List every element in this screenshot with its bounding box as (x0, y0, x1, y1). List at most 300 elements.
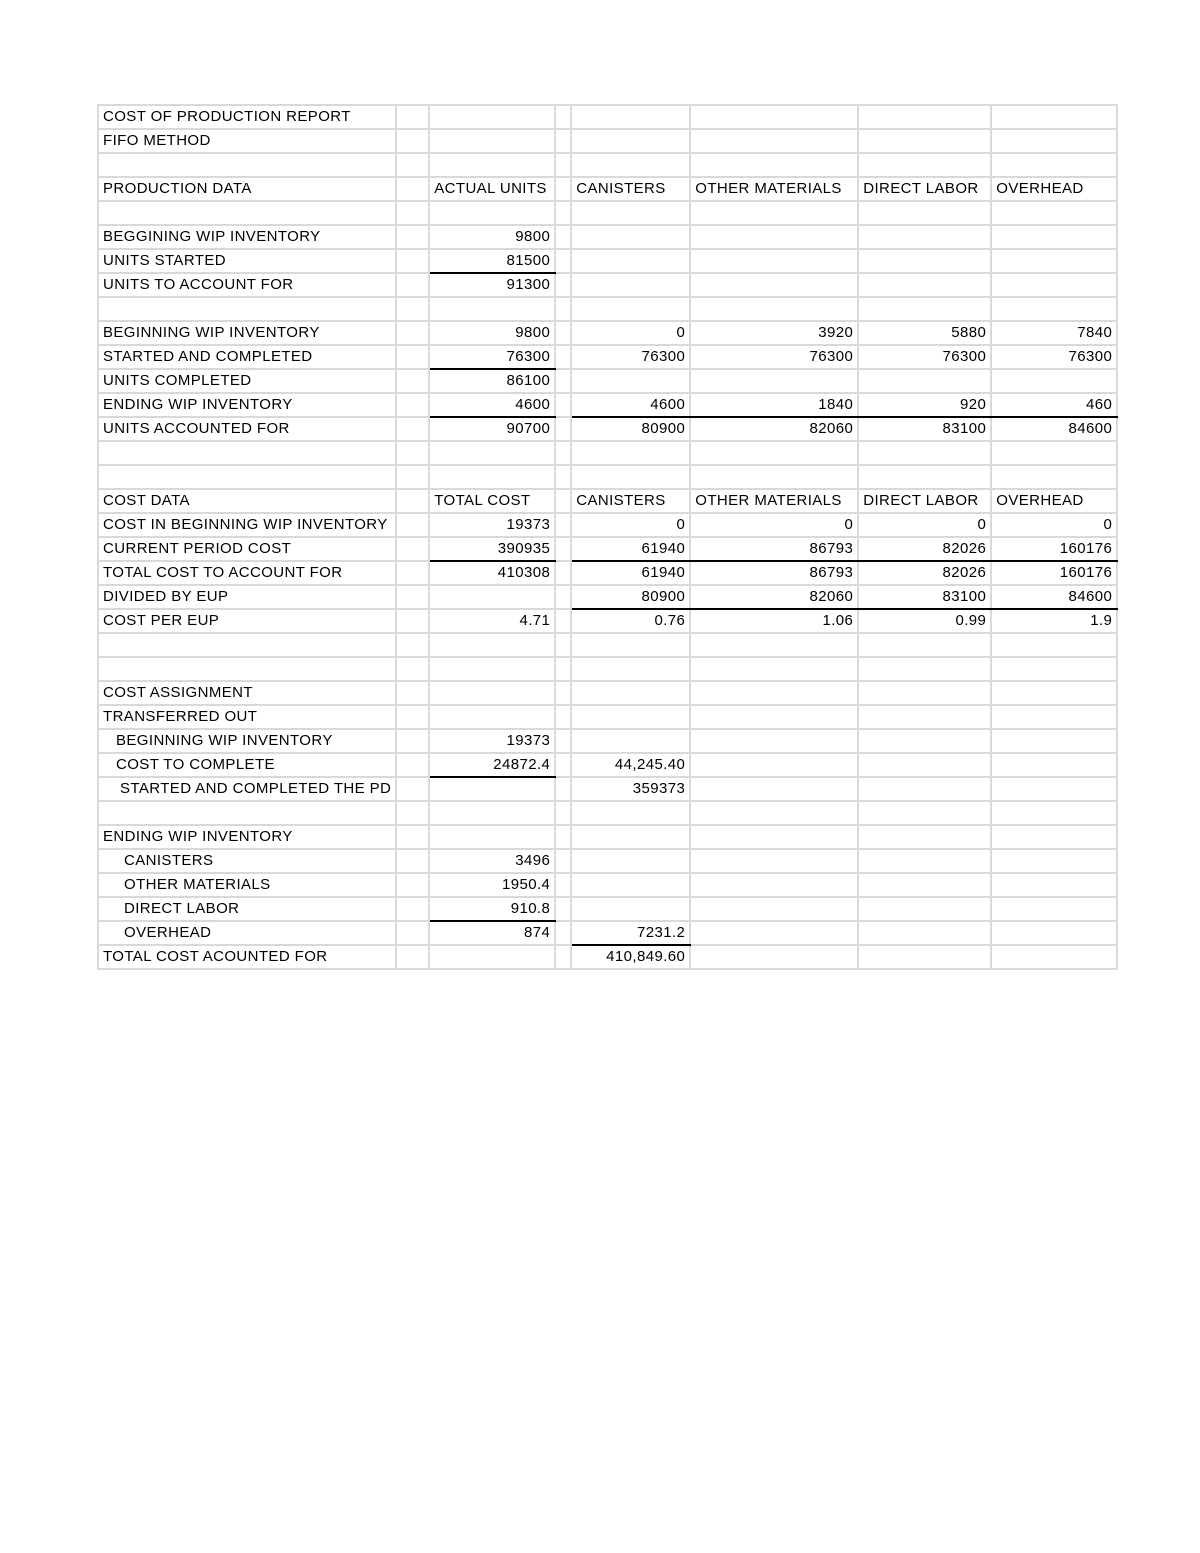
sheet-cell (429, 825, 555, 849)
sheet-cell: 910.8 (429, 897, 555, 921)
sheet-cell (858, 873, 991, 897)
sheet-row (98, 153, 1117, 177)
sheet-cell (396, 297, 429, 321)
sheet-cell (991, 897, 1117, 921)
sheet-cell: CANISTERS (571, 489, 690, 513)
sheet-cell (991, 105, 1117, 129)
sheet-cell (429, 297, 555, 321)
sheet-cell (396, 753, 429, 777)
sheet-cell (98, 441, 396, 465)
sheet-cell (690, 753, 858, 777)
sheet-cell (991, 777, 1117, 801)
sheet-row (98, 537, 1117, 561)
sheet-cell (991, 249, 1117, 273)
sheet-cell (858, 465, 991, 489)
sheet-cell (571, 705, 690, 729)
sheet-cell (858, 633, 991, 657)
sheet-row (98, 705, 1117, 729)
sheet-row (98, 825, 1117, 849)
sheet-row (98, 345, 1117, 369)
sheet-cell (858, 729, 991, 753)
sheet-cell (571, 129, 690, 153)
sheet-cell (858, 753, 991, 777)
sheet-row (98, 273, 1117, 297)
sheet-cell: ENDING WIP INVENTORY (98, 393, 396, 417)
sheet-cell (98, 657, 396, 681)
sheet-cell (571, 825, 690, 849)
sheet-cell: TOTAL COST (429, 489, 555, 513)
sheet-cell (555, 177, 571, 201)
sheet-cell: UNITS STARTED (98, 249, 396, 273)
sheet-cell: COST ASSIGNMENT (98, 681, 396, 705)
sheet-cell (991, 273, 1117, 297)
sheet-cell (555, 321, 571, 345)
sheet-cell (429, 153, 555, 177)
sheet-cell (429, 585, 555, 609)
sheet-cell: 460 (991, 393, 1117, 417)
sheet-cell (571, 681, 690, 705)
sheet-cell (571, 105, 690, 129)
sheet-cell (571, 249, 690, 273)
sheet-cell: 1.9 (991, 609, 1117, 633)
sheet-cell (555, 753, 571, 777)
sheet-row (98, 921, 1117, 945)
sheet-cell: 91300 (429, 273, 555, 297)
sheet-row (98, 393, 1117, 417)
sheet-cell (858, 825, 991, 849)
sheet-cell (571, 225, 690, 249)
sheet-cell (555, 777, 571, 801)
sheet-cell (571, 273, 690, 297)
sheet-cell: 76300 (429, 345, 555, 369)
sheet-cell (396, 609, 429, 633)
sheet-cell: STARTED AND COMPLETED THE PD (98, 777, 396, 801)
sheet-cell: 0 (571, 321, 690, 345)
sheet-cell (555, 441, 571, 465)
sheet-cell (858, 705, 991, 729)
sheet-row (98, 801, 1117, 825)
sheet-cell (396, 777, 429, 801)
sheet-cell (571, 849, 690, 873)
sheet-cell (991, 753, 1117, 777)
sheet-cell (396, 105, 429, 129)
sheet-cell (690, 633, 858, 657)
sheet-cell: 86100 (429, 369, 555, 393)
sheet-row (98, 753, 1117, 777)
sheet-row (98, 129, 1117, 153)
sheet-row (98, 249, 1117, 273)
sheet-cell (396, 153, 429, 177)
sheet-cell (429, 777, 555, 801)
sheet-cell: DIRECT LABOR (858, 489, 991, 513)
sheet-cell: 0 (690, 513, 858, 537)
sheet-cell (555, 513, 571, 537)
sheet-cell (858, 777, 991, 801)
sheet-cell (555, 873, 571, 897)
sheet-cell: 0 (991, 513, 1117, 537)
sheet-cell (555, 897, 571, 921)
sheet-cell: 80900 (571, 417, 690, 441)
sheet-cell: 90700 (429, 417, 555, 441)
sheet-cell: BEGINNING WIP INVENTORY (98, 729, 396, 753)
sheet-row (98, 585, 1117, 609)
sheet-row (98, 609, 1117, 633)
sheet-cell (991, 873, 1117, 897)
sheet-row (98, 441, 1117, 465)
sheet-cell (429, 633, 555, 657)
sheet-cell: 82026 (858, 537, 991, 561)
sheet-cell: 84600 (991, 585, 1117, 609)
sheet-cell (991, 801, 1117, 825)
sheet-cell (991, 297, 1117, 321)
sheet-cell (396, 849, 429, 873)
sheet-cell (571, 873, 690, 897)
sheet-cell: 5880 (858, 321, 991, 345)
sheet-cell: DIVIDED BY EUP (98, 585, 396, 609)
sheet-cell: 0 (571, 513, 690, 537)
sheet-cell: 76300 (991, 345, 1117, 369)
sheet-cell: 920 (858, 393, 991, 417)
sheet-cell (396, 921, 429, 945)
sheet-cell: 0 (858, 513, 991, 537)
sheet-cell (429, 945, 555, 969)
sheet-cell (991, 465, 1117, 489)
sheet-cell (858, 297, 991, 321)
sheet-row (98, 897, 1117, 921)
sheet-cell (555, 825, 571, 849)
sheet-cell (396, 489, 429, 513)
sheet-cell: 160176 (991, 537, 1117, 561)
sheet-cell (555, 921, 571, 945)
sheet-cell (555, 537, 571, 561)
sheet-cell: COST OF PRODUCTION REPORT (98, 105, 396, 129)
sheet-cell: 81500 (429, 249, 555, 273)
sheet-cell (690, 297, 858, 321)
sheet-cell: ENDING WIP INVENTORY (98, 825, 396, 849)
sheet-cell: 9800 (429, 225, 555, 249)
sheet-cell: BEGINNING WIP INVENTORY (98, 321, 396, 345)
sheet-cell: TOTAL COST ACOUNTED FOR (98, 945, 396, 969)
sheet-cell (396, 633, 429, 657)
sheet-cell (98, 297, 396, 321)
sheet-cell: 4600 (571, 393, 690, 417)
sheet-cell: 86793 (690, 561, 858, 585)
sheet-cell: 4600 (429, 393, 555, 417)
sheet-cell: TOTAL COST TO ACCOUNT FOR (98, 561, 396, 585)
sheet-cell (858, 273, 991, 297)
sheet-cell: ACTUAL UNITS (429, 177, 555, 201)
sheet-cell (858, 225, 991, 249)
sheet-cell (571, 297, 690, 321)
sheet-row (98, 177, 1117, 201)
sheet-cell (396, 585, 429, 609)
sheet-cell: 3496 (429, 849, 555, 873)
sheet-row (98, 681, 1117, 705)
sheet-cell (396, 537, 429, 561)
sheet-cell: 82026 (858, 561, 991, 585)
sheet-cell (571, 801, 690, 825)
sheet-cell: 1840 (690, 393, 858, 417)
sheet-row (98, 633, 1117, 657)
sheet-cell (396, 273, 429, 297)
sheet-cell: 44,245.40 (571, 753, 690, 777)
sheet-cell (555, 657, 571, 681)
sheet-cell: OVERHEAD (991, 177, 1117, 201)
sheet-cell (98, 201, 396, 225)
sheet-cell (555, 417, 571, 441)
sheet-cell: 0.99 (858, 609, 991, 633)
sheet-cell: 19373 (429, 729, 555, 753)
sheet-cell (396, 657, 429, 681)
sheet-cell: 160176 (991, 561, 1117, 585)
sheet-cell (690, 801, 858, 825)
sheet-cell: DIRECT LABOR (98, 897, 396, 921)
sheet-row (98, 849, 1117, 873)
sheet-cell (858, 129, 991, 153)
sheet-cell (858, 897, 991, 921)
sheet-cell (690, 225, 858, 249)
sheet-cell (396, 561, 429, 585)
sheet-cell (690, 681, 858, 705)
sheet-cell (690, 441, 858, 465)
sheet-cell (555, 153, 571, 177)
sheet-cell (555, 849, 571, 873)
sheet-cell (858, 657, 991, 681)
sheet-cell (858, 105, 991, 129)
sheet-cell (690, 897, 858, 921)
sheet-cell: 82060 (690, 585, 858, 609)
sheet-cell: COST DATA (98, 489, 396, 513)
sheet-cell: 410,849.60 (571, 945, 690, 969)
sheet-row (98, 561, 1117, 585)
sheet-cell (991, 825, 1117, 849)
sheet-cell (555, 273, 571, 297)
sheet-cell (396, 729, 429, 753)
sheet-cell (690, 657, 858, 681)
sheet-row (98, 873, 1117, 897)
sheet-cell: COST TO COMPLETE (98, 753, 396, 777)
sheet-cell (991, 945, 1117, 969)
sheet-cell (571, 369, 690, 393)
sheet-cell (98, 801, 396, 825)
sheet-cell (555, 945, 571, 969)
sheet-cell (690, 465, 858, 489)
sheet-cell: 19373 (429, 513, 555, 537)
sheet-cell (555, 345, 571, 369)
sheet-cell (571, 633, 690, 657)
sheet-cell: CANISTERS (571, 177, 690, 201)
sheet-cell (991, 369, 1117, 393)
sheet-row (98, 105, 1117, 129)
sheet-cell (396, 873, 429, 897)
sheet-cell (555, 681, 571, 705)
sheet-cell: 76300 (858, 345, 991, 369)
sheet-cell (571, 729, 690, 753)
sheet-row (98, 201, 1117, 225)
sheet-cell (991, 633, 1117, 657)
sheet-cell (396, 129, 429, 153)
sheet-row (98, 777, 1117, 801)
sheet-cell (555, 585, 571, 609)
sheet-cell (396, 249, 429, 273)
sheet-cell: OTHER MATERIALS (690, 177, 858, 201)
sheet-cell: COST IN BEGINNING WIP INVENTORY (98, 513, 396, 537)
sheet-cell (690, 921, 858, 945)
sheet-cell (571, 153, 690, 177)
sheet-cell (396, 345, 429, 369)
sheet-cell (690, 873, 858, 897)
sheet-cell (396, 225, 429, 249)
spreadsheet-table (97, 104, 1118, 970)
sheet-cell (858, 201, 991, 225)
sheet-cell (690, 249, 858, 273)
sheet-cell (571, 465, 690, 489)
sheet-cell: BEGGINING WIP INVENTORY (98, 225, 396, 249)
sheet-cell: FIFO METHOD (98, 129, 396, 153)
sheet-cell (429, 681, 555, 705)
sheet-cell: COST PER EUP (98, 609, 396, 633)
sheet-cell (429, 801, 555, 825)
sheet-cell (396, 177, 429, 201)
sheet-cell: 1.06 (690, 609, 858, 633)
sheet-row (98, 321, 1117, 345)
sheet-cell (555, 249, 571, 273)
sheet-cell (555, 105, 571, 129)
sheet-cell (858, 945, 991, 969)
sheet-row (98, 729, 1117, 753)
sheet-cell (991, 441, 1117, 465)
sheet-cell: PRODUCTION DATA (98, 177, 396, 201)
sheet-cell: STARTED AND COMPLETED (98, 345, 396, 369)
sheet-cell: UNITS TO ACCOUNT FOR (98, 273, 396, 297)
sheet-cell: 83100 (858, 417, 991, 441)
sheet-cell (858, 153, 991, 177)
sheet-cell: 9800 (429, 321, 555, 345)
sheet-cell (991, 153, 1117, 177)
sheet-row (98, 465, 1117, 489)
sheet-cell (690, 369, 858, 393)
sheet-cell (571, 897, 690, 921)
sheet-row (98, 513, 1117, 537)
sheet-cell: CURRENT PERIOD COST (98, 537, 396, 561)
sheet-cell (858, 249, 991, 273)
sheet-cell: OVERHEAD (991, 489, 1117, 513)
sheet-row (98, 489, 1117, 513)
sheet-cell: 0.76 (571, 609, 690, 633)
sheet-cell (858, 849, 991, 873)
sheet-row (98, 657, 1117, 681)
sheet-cell (690, 825, 858, 849)
sheet-cell: 82060 (690, 417, 858, 441)
sheet-cell: 1950.4 (429, 873, 555, 897)
sheet-cell: 86793 (690, 537, 858, 561)
sheet-cell: 83100 (858, 585, 991, 609)
sheet-cell (690, 849, 858, 873)
sheet-cell (429, 465, 555, 489)
sheet-cell: 61940 (571, 537, 690, 561)
sheet-cell: 84600 (991, 417, 1117, 441)
sheet-cell (555, 633, 571, 657)
sheet-cell (858, 681, 991, 705)
sheet-cell (991, 729, 1117, 753)
sheet-cell (396, 825, 429, 849)
sheet-cell (396, 369, 429, 393)
sheet-cell (571, 441, 690, 465)
sheet-cell (690, 945, 858, 969)
sheet-cell (98, 153, 396, 177)
sheet-cell (555, 561, 571, 585)
sheet-cell (396, 897, 429, 921)
sheet-cell (858, 801, 991, 825)
sheet-cell (690, 729, 858, 753)
sheet-row (98, 369, 1117, 393)
sheet-cell: TRANSFERRED OUT (98, 705, 396, 729)
sheet-cell: 76300 (571, 345, 690, 369)
sheet-cell (555, 201, 571, 225)
sheet-cell: DIRECT LABOR (858, 177, 991, 201)
sheet-cell (991, 657, 1117, 681)
sheet-cell: UNITS ACCOUNTED FOR (98, 417, 396, 441)
sheet-cell: 7231.2 (571, 921, 690, 945)
sheet-cell (396, 321, 429, 345)
sheet-cell (690, 705, 858, 729)
sheet-cell (396, 393, 429, 417)
sheet-cell (429, 201, 555, 225)
sheet-cell (690, 273, 858, 297)
sheet-cell (991, 921, 1117, 945)
sheet-cell (555, 489, 571, 513)
sheet-cell (396, 465, 429, 489)
sheet-cell (555, 129, 571, 153)
sheet-cell (555, 465, 571, 489)
sheet-cell (396, 513, 429, 537)
sheet-cell: 76300 (690, 345, 858, 369)
sheet-cell (98, 465, 396, 489)
sheet-cell (429, 129, 555, 153)
sheet-cell: 80900 (571, 585, 690, 609)
sheet-cell (991, 201, 1117, 225)
sheet-cell (571, 657, 690, 681)
sheet-cell: OTHER MATERIALS (98, 873, 396, 897)
sheet-row (98, 417, 1117, 441)
sheet-cell: 390935 (429, 537, 555, 561)
sheet-cell (690, 105, 858, 129)
sheet-cell: 61940 (571, 561, 690, 585)
sheet-cell (429, 705, 555, 729)
sheet-cell (396, 417, 429, 441)
sheet-cell (396, 441, 429, 465)
sheet-cell (690, 129, 858, 153)
sheet-cell (991, 849, 1117, 873)
sheet-cell (555, 393, 571, 417)
sheet-cell (555, 369, 571, 393)
sheet-cell (555, 225, 571, 249)
sheet-cell (555, 801, 571, 825)
sheet-cell: 7840 (991, 321, 1117, 345)
sheet-cell (429, 657, 555, 681)
sheet-cell (555, 705, 571, 729)
sheet-cell: 874 (429, 921, 555, 945)
sheet-cell (555, 729, 571, 753)
sheet-cell (555, 297, 571, 321)
sheet-cell (858, 921, 991, 945)
sheet-cell (991, 705, 1117, 729)
sheet-cell: 359373 (571, 777, 690, 801)
sheet-cell (858, 369, 991, 393)
sheet-cell (396, 801, 429, 825)
sheet-cell: OVERHEAD (98, 921, 396, 945)
sheet-cell: 410308 (429, 561, 555, 585)
